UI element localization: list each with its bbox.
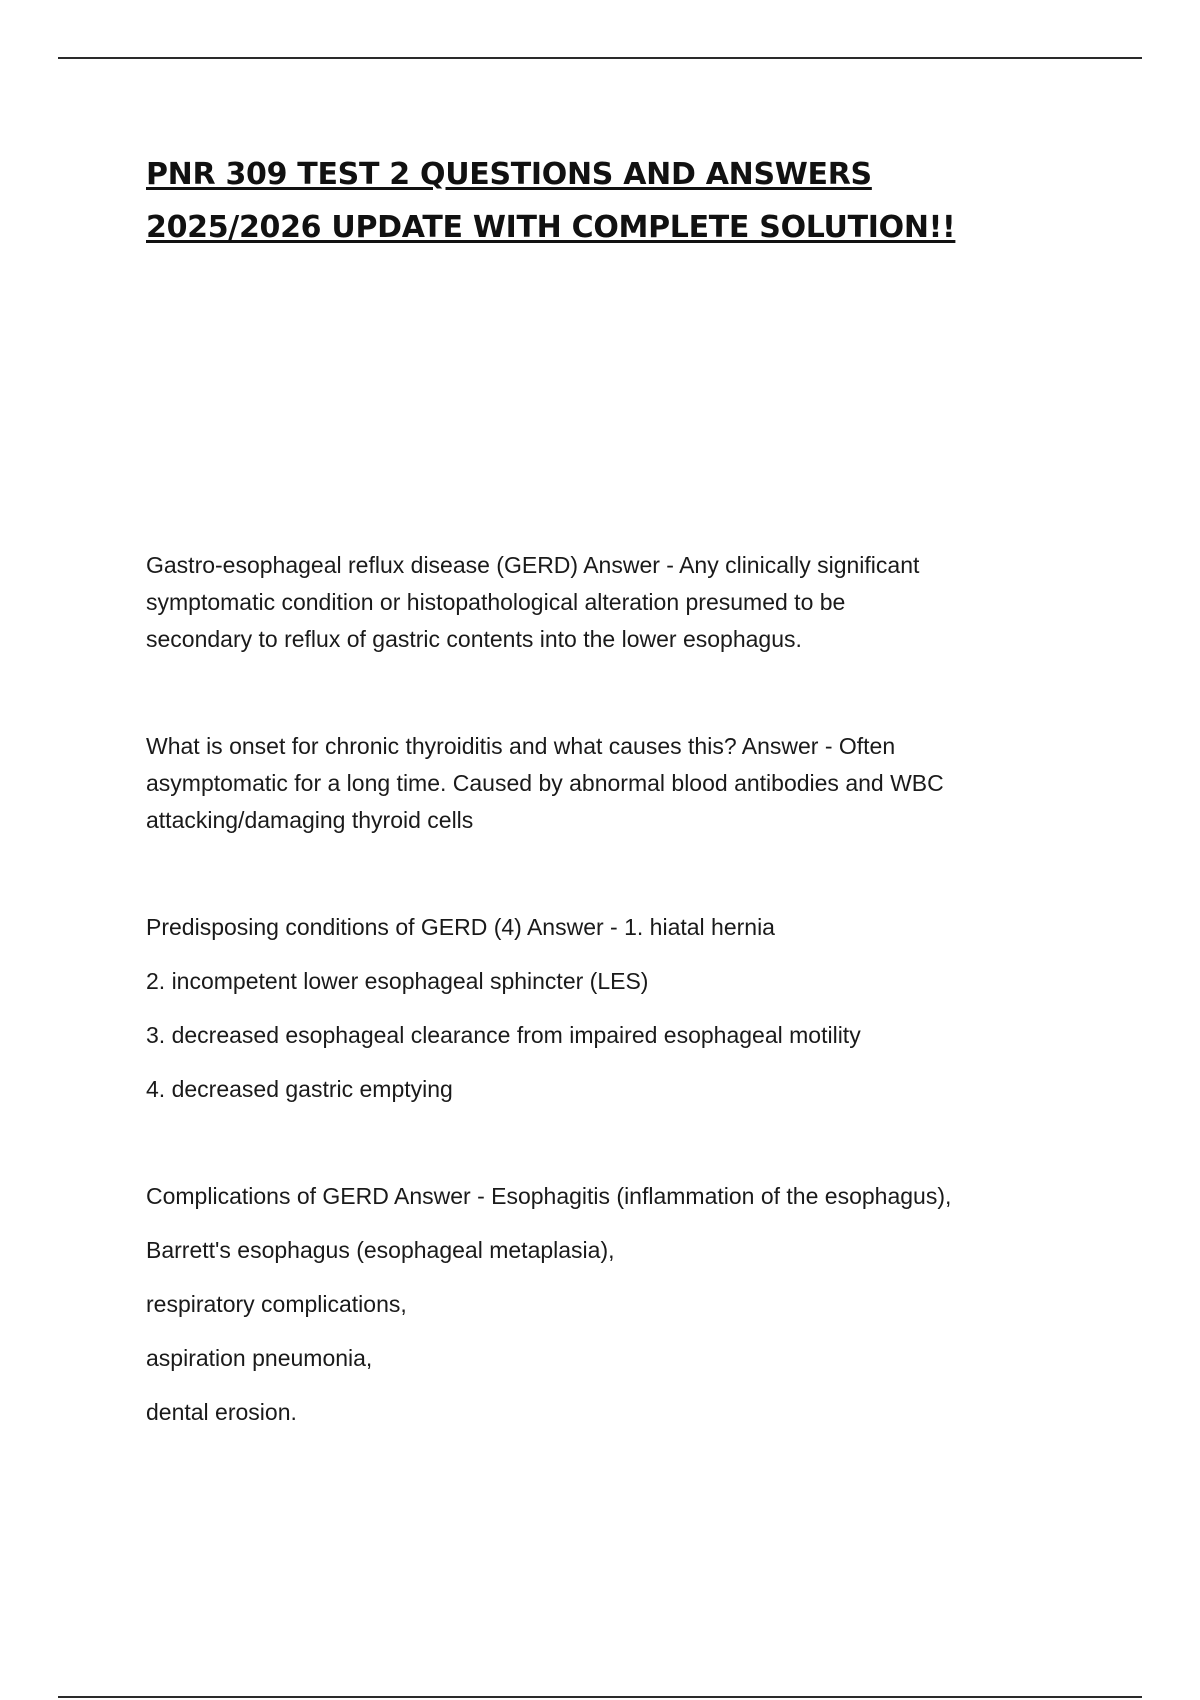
qa-line: Complications of GERD Answer - Esophagitis (inflammation of the esophagus), [146,1183,952,1209]
list-item: 2. incompetent lower esophageal sphincter (LES) [146,968,649,994]
top-rule [58,57,1142,59]
list-item: 3. decreased esophageal clearance from impaired esophageal motility [146,1022,861,1048]
list-item: aspiration pneumonia, [146,1345,373,1371]
list-item: 4. decreased gastric emptying [146,1076,453,1102]
qa-gerd-complications [146,1178,1076,1431]
page-content [146,148,1076,1431]
title-line-2: 2025/2026 UPDATE WITH COMPLETE SOLUTION!! [146,210,956,245]
document-title [146,148,1076,254]
qa-gerd-predisposing [146,909,1076,1108]
list-item: respiratory complications, [146,1291,407,1317]
bottom-rule [58,1696,1142,1698]
list-item: Barrett's esophagus (esophageal metaplasia), [146,1237,615,1263]
qa-line: What is onset for chronic thyroiditis and what causes this? Answer - Often [146,733,896,759]
list-item: dental erosion. [146,1399,297,1425]
qa-chronic-thyroiditis [146,728,1076,839]
qa-line: Gastro-esophageal reflux disease (GERD) Answer - Any clinically significant [146,552,920,578]
title-line-1: PNR 309 TEST 2 QUESTIONS AND ANSWERS [146,157,872,192]
qa-line: secondary to reflux of gastric contents into the lower esophagus. [146,626,802,652]
qa-line: attacking/damaging thyroid cells [146,807,474,833]
qa-line: Predisposing conditions of GERD (4) Answer - 1. hiatal hernia [146,914,775,940]
qa-gerd-definition [146,547,1076,658]
qa-line: asymptomatic for a long time. Caused by abnormal blood antibodies and WBC [146,770,944,796]
qa-line: symptomatic condition or histopathological alteration presumed to be [146,589,846,615]
